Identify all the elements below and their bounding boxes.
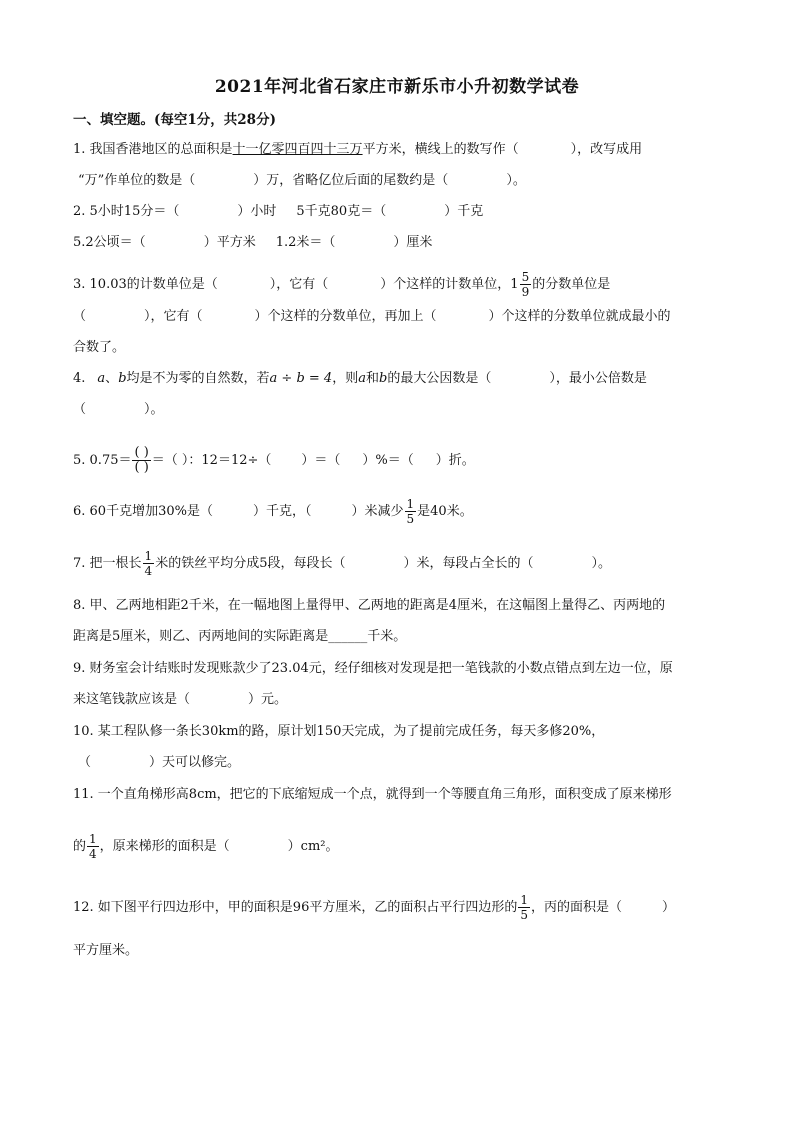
question-11-line-1: [73, 785, 672, 805]
q9-text: ）元。: [248, 692, 288, 707]
page-title: 2021年河北省石家庄市新乐市小升初数学试卷: [214, 77, 580, 97]
q4-text: （: [73, 402, 87, 417]
question-10-line-2: [78, 753, 240, 773]
question-2-line-2: [73, 233, 432, 253]
question-3-line-2: [73, 307, 671, 327]
variable-b: b: [118, 371, 127, 386]
question-8-line-2: [73, 627, 406, 647]
q4-text: ，则: [332, 371, 359, 386]
question-12-line-1: [73, 893, 675, 922]
question-6-line: [73, 497, 473, 526]
q1-underlined-number: 十一亿零四百四十三万: [232, 142, 363, 157]
variable-a: a: [358, 371, 366, 386]
q1-text: ），改写成用: [570, 142, 643, 157]
q2-text: ）平方米: [203, 235, 256, 250]
q3-text: 合数了。: [73, 340, 126, 355]
q5-text: ）折。: [435, 453, 475, 468]
q9-text: 9. 财务室会计结账时发现账款少了23.04元，经仔细核对发现是把一笔钱款的小数点错点到左边一位，原: [73, 661, 673, 676]
q11-text: ，原来梯形的面积是（: [99, 839, 230, 854]
question-2-line-1: [73, 202, 483, 222]
q11-text: 11. 一个直角梯形高8cm，把它的下底缩短成一个点，就得到一个等腰直角三角形，面积变成了原来梯形: [73, 787, 672, 802]
q5-text: ）%＝（: [362, 453, 414, 468]
question-1-line-1: [73, 140, 642, 160]
q8-text: 8. 甲、乙两地相距2千米，在一幅地图上量得甲、乙两地的距离是4厘米，在这幅图上量得乙、丙两地的: [73, 598, 666, 613]
q10-text: ）天可以修完。: [149, 755, 241, 770]
q4-text: 均是不为零的自然数，若: [126, 371, 270, 386]
section-heading: 一、填空题。(每空1分，共28分): [73, 112, 276, 128]
fraction-one-quarter: $\frac{1}{4}$: [89, 832, 97, 861]
q11-text: 的: [73, 839, 87, 854]
question-7-line: [73, 549, 611, 578]
q3-text: （: [73, 309, 87, 324]
q2-text: ）厘米: [393, 235, 433, 250]
q9-text: 来这笔钱款应该是（: [73, 692, 191, 707]
question-8-line-1: [73, 596, 665, 616]
q2-text: 5.2公顷＝（: [73, 235, 146, 250]
q2-text: 2. 5小时15分＝（: [73, 204, 180, 219]
q4-text: 的最大公因数是（: [387, 371, 492, 386]
q3-text: ）个这样的分数单位，再加上（: [254, 309, 437, 324]
q1-text: 平方米，横线上的数写作（: [362, 142, 519, 157]
q12-text: 平方厘米。: [73, 943, 139, 958]
question-10-line-1: [73, 722, 604, 742]
q1-text: ）。: [506, 173, 526, 188]
q5-text: 5. 0.75＝: [73, 453, 132, 468]
q11-text: ）cm²。: [287, 839, 339, 854]
mixed-number-whole: 1: [510, 277, 519, 292]
fraction-one-fifth: $\frac{1}{5}$: [520, 893, 528, 922]
question-4-line-1: 4. a、b均是不为零的自然数，若a ÷ b = 4，则a和b的最大公因数是（ ），最小公倍数是: [73, 371, 647, 386]
q5-text: ＝（ ）：12＝12÷（: [151, 453, 272, 468]
question-5-line: [73, 446, 475, 475]
q4-text: ）。: [144, 402, 164, 417]
q6-text: 是40米。: [417, 504, 473, 519]
q3-text: ），它有（: [144, 309, 203, 324]
fraction-one-fifth: $\frac{1}{5}$: [406, 497, 415, 526]
q6-text: 6. 60千克增加30%是（: [73, 504, 213, 519]
q5-text: ）＝（: [301, 453, 341, 468]
q10-text: 10. 某工程队修一条长30km的路，原计划150天完成，为了提前完成任务，每天多修20%，: [73, 724, 605, 739]
q3-text: ）个这样的分数单位就成最小的: [488, 309, 671, 324]
q4-text: ），最小公倍数是: [549, 371, 647, 386]
q1-text: ）万，省略亿位后面的尾数约是（: [253, 173, 449, 188]
q6-text: ）千克，（: [252, 504, 312, 519]
q2-text: 1.2米＝（: [275, 235, 336, 250]
q1-text: “万”作单位的数是（: [78, 173, 196, 188]
q12-text: ，丙的面积是（: [531, 900, 623, 915]
question-4-line-2: [73, 400, 164, 420]
question-12-line-2: [73, 941, 138, 961]
q2-text: ）小时: [237, 204, 277, 219]
q3-text: 3. 10.03的计数单位是（: [73, 277, 218, 292]
question-9-line-1: [73, 659, 673, 679]
variable-b: b: [379, 371, 388, 386]
answer-blank[interactable]: ______: [328, 629, 368, 644]
q2-text: ）千克: [444, 204, 484, 219]
q10-text: （: [78, 755, 92, 770]
division-expression: a ÷ b = 4: [269, 371, 333, 386]
q4-text: 和: [365, 371, 379, 386]
q3-text: 的分数单位是: [532, 277, 611, 292]
q3-text: ），它有（: [269, 277, 329, 292]
q4-text: 4.: [73, 371, 86, 386]
q1-text: 1. 我国香港地区的总面积是: [73, 142, 233, 157]
question-3-line-3: [73, 338, 125, 358]
q12-text: ）: [662, 900, 676, 915]
q6-text: ）米减少: [351, 504, 404, 519]
q2-text: 5千克80克＝（: [296, 204, 387, 219]
q8-text: 千米。: [367, 629, 407, 644]
q8-text: 距离是5厘米，则乙、丙两地间的实际距离是: [73, 629, 329, 644]
question-1-line-2: [78, 171, 526, 191]
q12-text: 12. 如下图平行四边形中，甲的面积是96平方厘米，乙的面积占平行四边形的: [73, 900, 518, 915]
question-9-line-2: [73, 690, 287, 710]
q7-text: ）米，每段占全长的（: [403, 556, 534, 571]
variable-a: a: [97, 371, 106, 386]
fraction-one-quarter: $\frac{1}{4}$: [144, 549, 153, 578]
q3-text: ）个这样的计数单位，: [380, 277, 511, 292]
question-11-line-2: [73, 832, 339, 861]
fraction-five-ninths: $\frac{5}{9}$: [521, 270, 530, 299]
question-3-line-1: [73, 270, 610, 299]
q7-text: 米的铁丝平均分成5段，每段长（: [155, 556, 346, 571]
q7-text: 7. 把一根长: [73, 556, 142, 571]
q7-text: ）。: [591, 556, 611, 571]
fraction-blank[interactable]: $\frac{( )}{( )}$: [134, 445, 149, 475]
